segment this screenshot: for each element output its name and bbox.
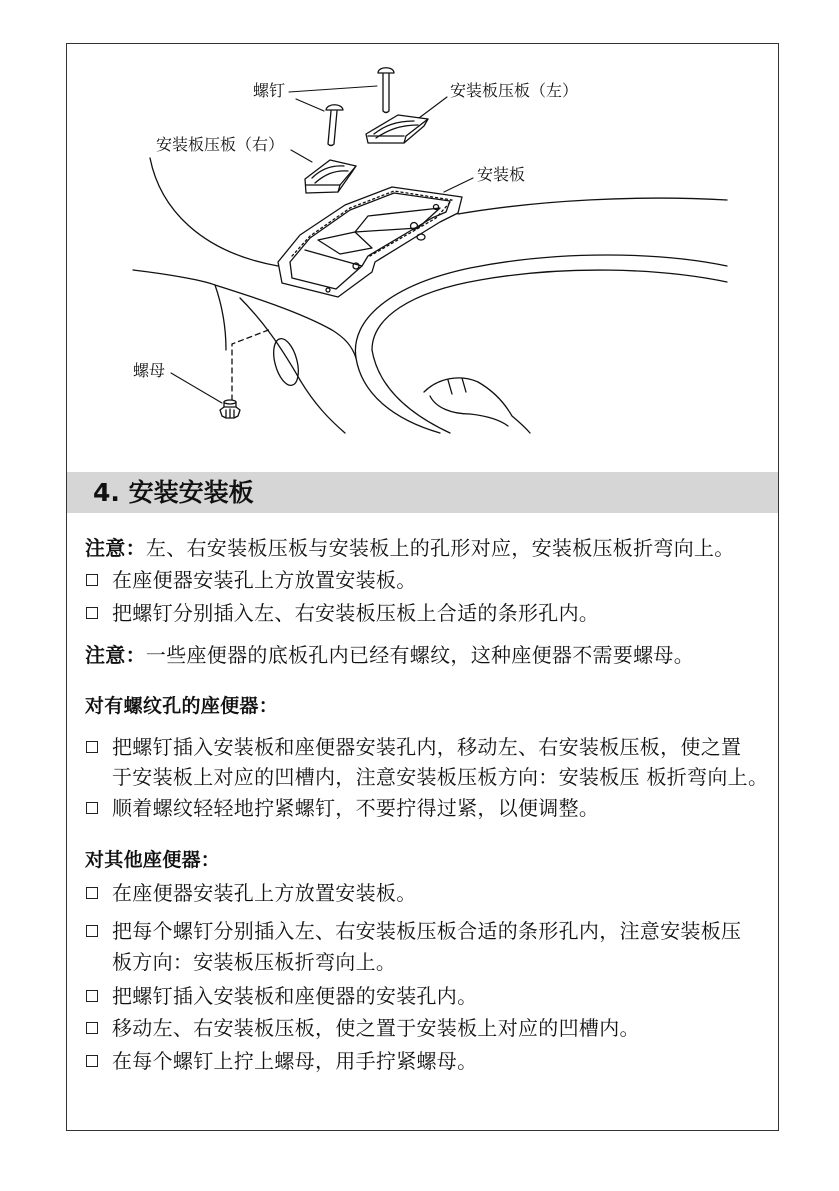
dashed-guide-line bbox=[232, 329, 271, 400]
section-heading-bar bbox=[67, 472, 778, 513]
installation-illustration bbox=[0, 0, 839, 472]
checkbox-icon bbox=[86, 607, 98, 619]
checkbox-icon bbox=[86, 925, 98, 937]
note-label: 注意： bbox=[85, 643, 146, 667]
side-recess bbox=[269, 336, 303, 388]
bowl-opening-outer bbox=[355, 255, 727, 358]
nut bbox=[220, 400, 240, 418]
list-item-text: 把螺钉插入安装板和座便器的安装孔内。 bbox=[112, 984, 478, 1008]
list-item-text: 顺着螺纹轻轻地拧紧螺钉，不要拧得过紧，以便调整。 bbox=[112, 796, 600, 820]
bowl-jet-ribs bbox=[448, 378, 466, 394]
section-heading: 4. 安装安装板 bbox=[93, 478, 254, 507]
list-item-text: 板方向：安装板压板折弯向上。 bbox=[112, 950, 397, 974]
list-item-text: 把螺钉分别插入左、右安装板压板上合适的条形孔内。 bbox=[112, 601, 600, 625]
label-clamp-left: 安装板压板（左） bbox=[450, 81, 579, 100]
note bbox=[85, 536, 735, 560]
note-text: 左、右安装板压板与安装板上的孔形对应，安装板压板折弯向上。 bbox=[145, 536, 735, 560]
list-item-text: 于安装板上对应的凹槽内，注意安装板压板方向：安装板压 板折弯向上。 bbox=[112, 765, 769, 789]
checkbox-icon bbox=[86, 990, 98, 1002]
checkbox-icon bbox=[86, 1055, 98, 1067]
note bbox=[85, 643, 694, 667]
rear-wall-curve bbox=[150, 158, 278, 266]
checkbox-icon bbox=[86, 802, 98, 814]
bowl-jet bbox=[424, 378, 530, 433]
bowl-jet-lower bbox=[430, 396, 508, 426]
note-text: 一些座便器的底板孔内已经有螺纹，这种座便器不需要螺母。 bbox=[145, 643, 695, 667]
leader-line-clamp-right bbox=[291, 150, 312, 162]
leader-line-clamp-left bbox=[419, 97, 447, 118]
label-mounting-plate: 安装板 bbox=[477, 165, 526, 184]
label-nut: 螺母 bbox=[133, 361, 166, 380]
body-side bbox=[240, 298, 345, 433]
screw bbox=[378, 68, 394, 113]
mounting-plate bbox=[278, 187, 462, 297]
list-item-text: 把每个螺钉分别插入左、右安装板压板合适的条形孔内，注意安装板压 bbox=[112, 919, 742, 943]
list-item-text: 移动左、右安装板压板，使之置于安装板上对应的凹槽内。 bbox=[112, 1016, 640, 1040]
leader-line-screw bbox=[296, 99, 324, 111]
list-item-text: 在座便器安装孔上方放置安装板。 bbox=[112, 568, 417, 592]
list-item-text: 在每个螺钉上拧上螺母，用手拧紧螺母。 bbox=[112, 1049, 478, 1073]
checkbox-icon bbox=[86, 574, 98, 586]
screw-tip bbox=[417, 234, 425, 240]
plate-outer bbox=[278, 187, 462, 297]
checkbox-icon bbox=[86, 1022, 98, 1034]
screw bbox=[326, 105, 343, 146]
label-screw: 螺钉 bbox=[253, 81, 286, 100]
note-label: 注意： bbox=[85, 536, 146, 560]
label-clamp-right: 安装板压板（右） bbox=[156, 135, 285, 154]
leader-line-plate bbox=[444, 178, 473, 192]
subheading-other: 对其他座便器： bbox=[85, 849, 221, 871]
subheading-threaded: 对有螺纹孔的座便器： bbox=[85, 695, 279, 717]
leader-line-screw bbox=[289, 86, 377, 92]
body-left-edge bbox=[215, 285, 226, 350]
list-item-text: 把螺钉插入安装板和座便器安装孔内，移动左、右安装板压板，使之置 bbox=[112, 735, 742, 759]
list-item-text: 在座便器安装孔上方放置安装板。 bbox=[112, 881, 417, 905]
clamp-right bbox=[305, 160, 356, 193]
clamp-left bbox=[366, 115, 428, 143]
checkbox-icon bbox=[86, 887, 98, 899]
leader-line-nut bbox=[171, 373, 222, 403]
bowl-opening-inner-low bbox=[372, 350, 450, 433]
bowl-opening-inner bbox=[372, 270, 727, 350]
rear-deck-edge bbox=[458, 198, 727, 214]
checkbox-icon bbox=[86, 741, 98, 753]
